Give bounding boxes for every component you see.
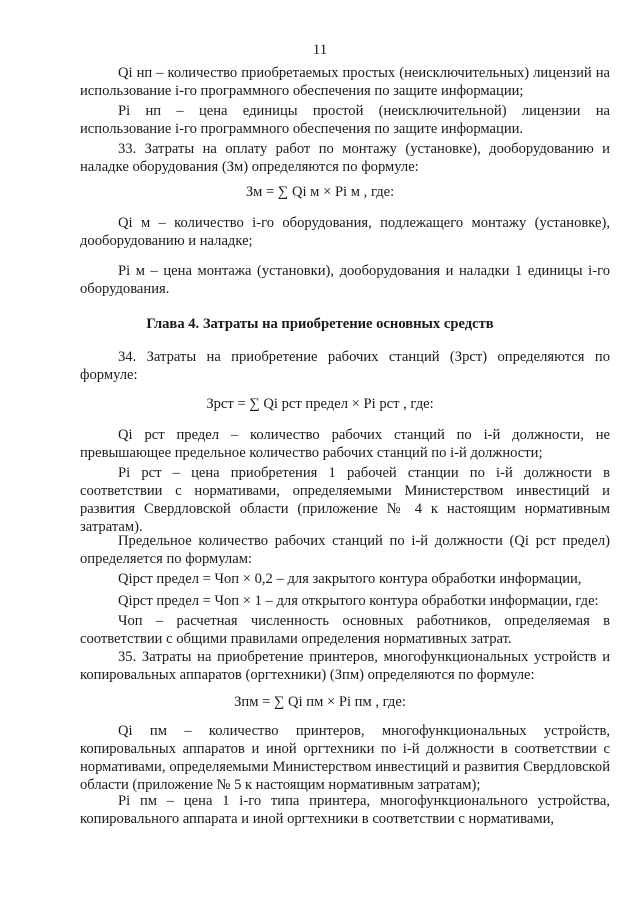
paragraph: Pi рст – цена приобретения 1 рабочей станции по i-й должности в соответствии с нормативами, определяемыми Министерством инвестиций и развития Свердловской области (приложение № 4 к настоящим нормативным затратам). <box>80 465 610 535</box>
page-number: 11 <box>312 42 328 58</box>
paragraph: Pi пм – цена 1 i-го типа принтера, многофункционального устройства, копировального аппарата и иной оргтехники в соответствии с нормативами, <box>80 793 610 827</box>
paragraph: 35. Затраты на приобретение принтеров, многофункциональных устройств и копировальных аппаратов (оргтехники) (Зпм) определяются по формуле: <box>80 649 610 683</box>
paragraph: 33. Затраты на оплату работ по монтажу (установке), дооборудованию и наладке оборудования (Зм) определяются по формуле: <box>80 141 610 175</box>
paragraph: 34. Затраты на приобретение рабочих станций (Зрст) определяются по формуле: <box>80 349 610 383</box>
paragraph: Pi нп – цена единицы простой (неисключительной) лицензии на использование i-го программного обеспечения по защите информации. <box>80 103 610 137</box>
paragraph: Qiрст предел = Чоп × 0,2 – для закрытого контура обработки информации, <box>118 571 582 587</box>
paragraph: Qi нп – количество приобретаемых простых (неисключительных) лицензий на использование i-го программного обеспечения по защите информации; <box>80 65 610 99</box>
paragraph: Pi м – цена монтажа (установки), дооборудования и наладки 1 единицы i-го оборудования. <box>80 263 610 297</box>
chapter-heading: Глава 4. Затраты на приобретение основных средств <box>146 316 494 332</box>
paragraph: Qiрст предел = Чоп × 1 – для открытого контура обработки информации, где: <box>118 593 599 609</box>
paragraph: Qi м – количество i-го оборудования, подлежащего монтажу (установке), дооборудованию и наладке; <box>80 215 610 249</box>
formula: Зм = ∑ Qi м × Pi м , где: <box>245 184 395 200</box>
paragraph: Qi пм – количество принтеров, многофункциональных устройств, копировальных аппаратов и иной оргтехники по i-й должности в соответствии с нормативами, определяемыми Министерством инвестиций и развития Свердловской области (приложение № 5 к настоящим нормативным затратам); <box>80 723 610 793</box>
formula: Зрст = ∑ Qi рст предел × Pi рст , где: <box>206 396 434 412</box>
paragraph: Qi рст предел – количество рабочих станций по i-й должности, не превышающее предельное количество рабочих станций по i-й должности; <box>80 427 610 461</box>
paragraph: Предельное количество рабочих станций по i-й должности (Qi рст предел) определяется по формулам: <box>80 533 610 567</box>
formula: Зпм = ∑ Qi пм × Pi пм , где: <box>234 694 406 710</box>
paragraph: Чоп – расчетная численность основных работников, определяемая в соответствии с общими правилами определения нормативных затрат. <box>80 613 610 647</box>
